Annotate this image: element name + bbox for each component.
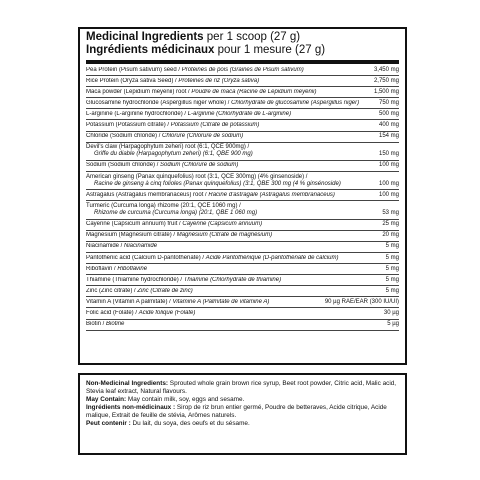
ingredient-row: Astragalus (Astragalus membranaceus) root / Racine d'astragale (Astragalus membranaceus) 100 mg: [86, 190, 399, 201]
header-divider: [86, 60, 399, 64]
ingredient-row: Niacinamide / Niacinamide 5 mg: [86, 242, 399, 253]
ingredient-row: Cayenne (Capsicum annuum) fruit / Cayenne (Capsicum annuum) 25 mg: [86, 220, 399, 231]
may-contain-fr: Peut contenir : Du lait, du soya, des oeufs et du sésame.: [86, 420, 250, 427]
title-en: Medicinal Ingredients: [86, 31, 204, 43]
non-medicinal-fr: Ingrédients non-médicinaux : Sirop de riz brun entier germé, Poudre de betteraves, Acide citrique, Acide malique, Extrait de feuille de stévia, Arômes naturels.: [86, 404, 387, 419]
ingredient-row-ginseng: American ginseng (Panax quinquefolius) root (3:1, QCE 300mg) (4% ginsenoside) / Racine de ginseng à cinq folioles (Panax quinquefolius) (3:1, QBE 300 mg (4 % ginsénoside) 100 mg: [86, 172, 399, 190]
ingredient-row: Chloride (Sodium chloride) / Chlorure (Chlorure de sodium) 154 mg: [86, 132, 399, 143]
ingredient-row: Thiamine (Thiamine hydrochloride) / Thiamine (Chlorhydrate de thiamine) 5 mg: [86, 275, 399, 286]
title-fr: Ingrédients médicinaux: [86, 44, 215, 56]
unit-en: per 1 scoop (27 g): [206, 31, 301, 43]
header-fr: [86, 44, 399, 57]
ingredient-row: Riboflavin / Riboflavine 5 mg: [86, 264, 399, 275]
ingredient-row: Maca powder (Lepidium meyenii) root / Poudre de maca (Racine de Lepidium meyenii) 1,500 mg: [86, 87, 399, 98]
ingredient-row: Pea Protein (Pisum sativum) seed / Protéines de pois (Graines de Pisum sativum) 3,450 mg: [86, 65, 399, 76]
ingredient-row: Vitamin A (Vitamin A palmitate) / Vitamine A (Palmitate de vitamine A) 90 µg RAE/EAR (300 IU/UI): [86, 297, 399, 308]
ingredient-row-devils-claw: Devil's claw (Harpagophytum zeheri) root (6:1, QCE 900mg) / Griffe du diable (Harpagophytum zeheri) (6:1, QBE 900 mg) 150 mg: [86, 143, 399, 161]
ingredient-row: Folic acid (Folate) / Acide folique (Folate) 30 µg: [86, 308, 399, 319]
may-contain-en: May Contain: May contain milk, soy, eggs and sesame.: [86, 396, 245, 403]
medicinal-ingredients-panel: [78, 27, 407, 365]
ingredient-row: L-arginine (L-arginine hydrochloride) / L-arginine (Chlorhydrate de L-arginine) 500 mg: [86, 109, 399, 120]
ingredient-row: Magnesium (Magnesium citrate) / Magnésium (Citrate de magnésium) 20 mg: [86, 231, 399, 242]
ingredient-row: Rice Protein (Oryza sativa Seed) / Protéines de riz (Oryza sativa) 2,750 mg: [86, 76, 399, 87]
ingredient-row-turmeric: Turmeric (Curcuma longa) rhizome (20:1, QCE 1060 mg) / Rhizome de curcuma (Curcuma longa) (20:1, QBE 1 060 mg) 53 mg: [86, 201, 399, 219]
unit-fr: pour 1 mesure (27 g): [217, 44, 326, 56]
ingredient-row: Glucosamine hydrochloride (Aspergillus niger whole) / Chlorhydrate de glucosamine (Aspergillus niger) 750 mg: [86, 98, 399, 109]
ingredient-row: Sodium (Sodium chloride) / Sodium (Chlorure de sodium) 100 mg: [86, 161, 399, 172]
ingredient-rows: [86, 65, 399, 331]
ingredient-row: Pantothenic acid (Calcium D-pantothenate) / Acide Pantothénique (D-pantothénate de calcium) 5 mg: [86, 253, 399, 264]
non-medicinal-en: Non-Medicinal Ingredients: Sprouted whole grain brown rice syrup, Beet root powder, Citric acid, Malic acid, Stevia leaf extract, Natural flavours.: [86, 380, 397, 395]
ingredient-row: Biotin / Biotine 5 µg: [86, 320, 399, 331]
non-medicinal-panel: [78, 373, 407, 455]
header-en: [86, 31, 399, 44]
ingredient-row: Potassium (Potassium citrate) / Potassium (Citrate de potassium) 400 mg: [86, 120, 399, 131]
ingredient-row: Zinc (Zinc citrate) / Zinc (Citrate de zinc) 5 mg: [86, 286, 399, 297]
